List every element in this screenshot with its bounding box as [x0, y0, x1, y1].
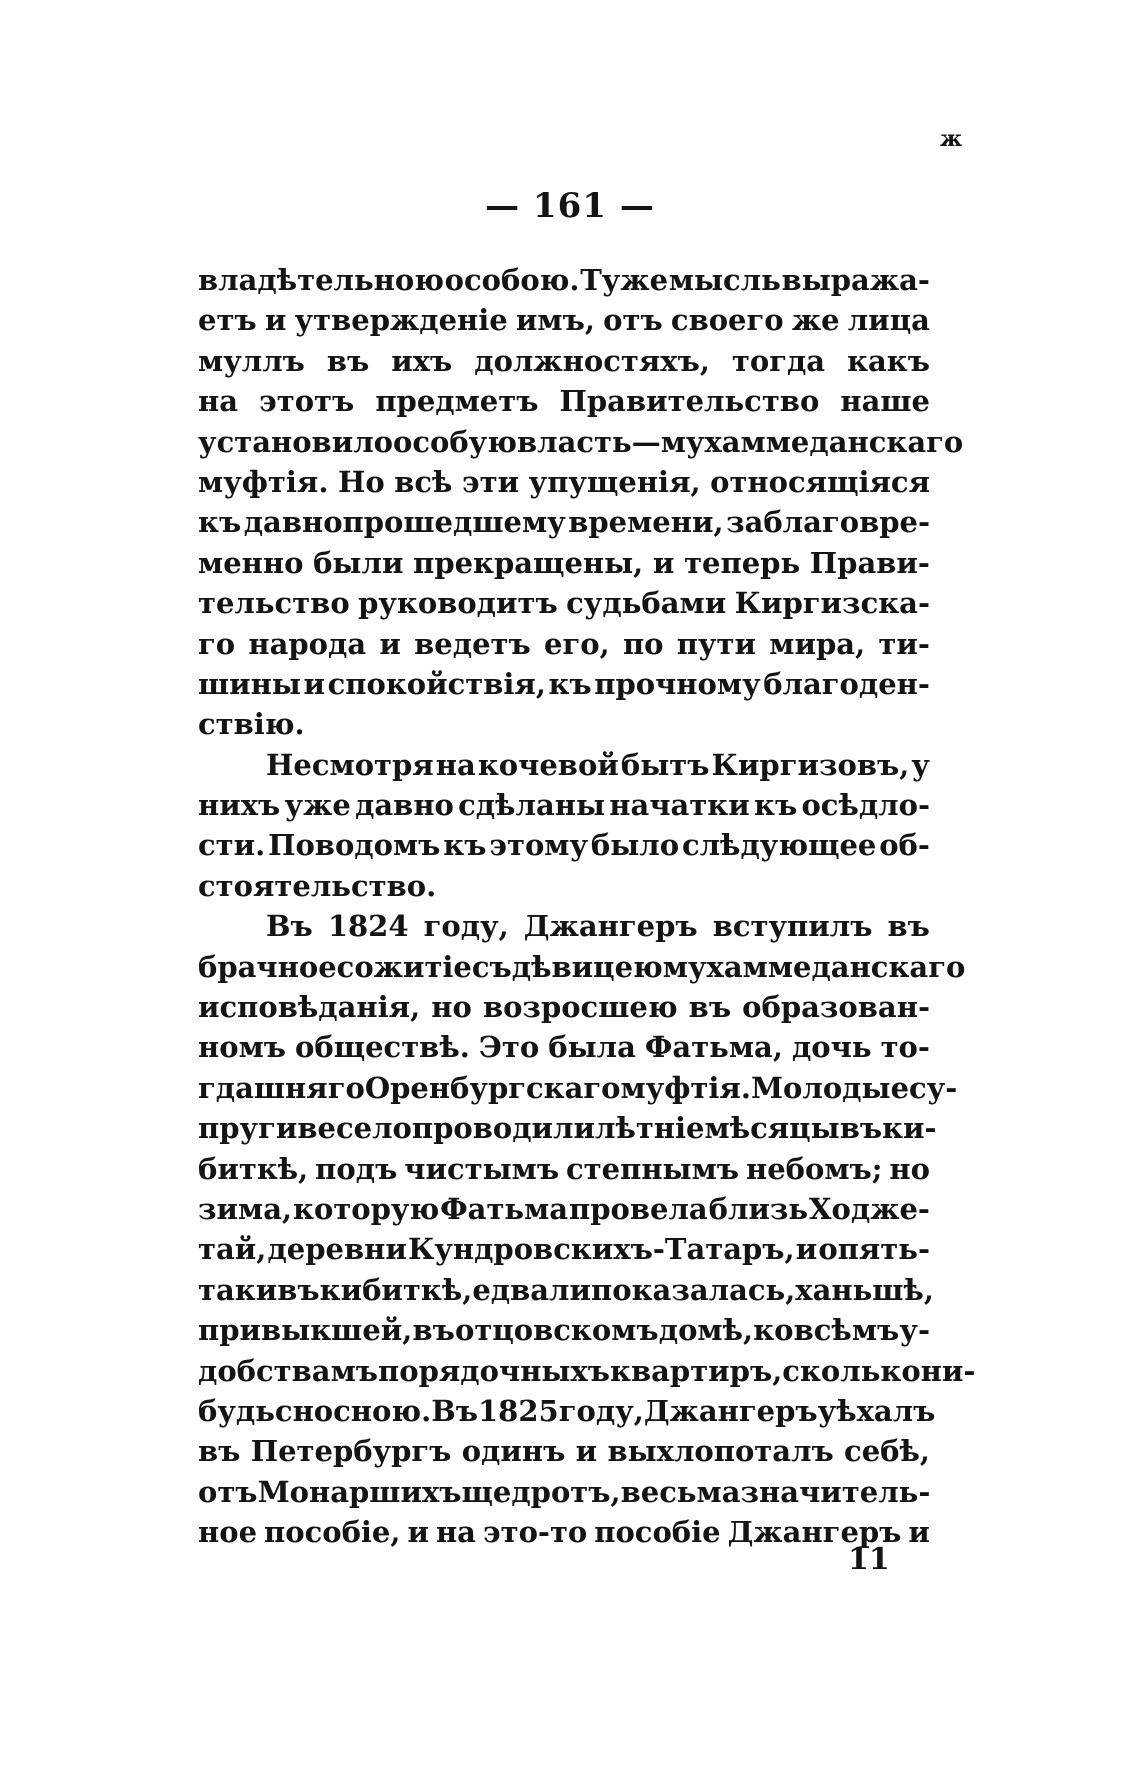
signature-mark: 11 — [848, 1542, 890, 1577]
text-line: ствію. — [198, 707, 305, 742]
text-line: отъ Монаршихъ щедротъ, весьма значитель- — [198, 1474, 931, 1509]
text-line: зима, которую Фатьма провела близь Ходже- — [198, 1191, 930, 1226]
text-line: биткѣ, подъ чистымъ степнымъ небомъ; но — [198, 1151, 930, 1186]
text-line: владѣтельною особою. Туже мысль выража- — [198, 263, 930, 297]
text-line: тельство руководитъ судьбами Киргизска- — [198, 586, 930, 621]
text-line: на этотъ предметъ Правительство наше — [198, 384, 930, 419]
text-line: етъ и утвержденіе имъ, отъ своего же лица — [198, 303, 930, 338]
text-line: муллъ въ ихъ должностяхъ, тогда какъ — [198, 343, 930, 378]
text-line: стоятельство. — [198, 868, 437, 903]
text-line: го народа и ведетъ его, по пути мира, ти- — [198, 626, 930, 661]
text-line: сти. Поводомъ къ этому было слѣдующее об- — [198, 828, 930, 863]
text-line: привыкшей, въ отцовскомъ домѣ, ко всѣмъ у- — [198, 1313, 930, 1348]
text-line: пруги весело проводили лѣтніе мѣсяцы въ ки- — [198, 1111, 937, 1146]
text-line: исповѣданія, но возросшею въ образован- — [198, 990, 930, 1025]
text-line: Несмотря на кочевой бытъ Киргизовъ, у — [266, 747, 930, 782]
text-line: номъ обществѣ. Это была Фатьма, дочь то- — [198, 1030, 930, 1065]
text-line: таки въ кибиткѣ, едвали показалась, ханьшѣ, — [198, 1272, 934, 1307]
text-line: тай, деревни Кундровскихъ-Татаръ, и опять- — [198, 1232, 930, 1267]
text-line: въ Петербургъ одинъ и выхлопоталъ себѣ, — [198, 1434, 930, 1469]
corner-mark: ж — [940, 126, 963, 152]
text-line: будь сносною. Въ 1825 году, Джангеръ уѣхалъ — [198, 1393, 936, 1428]
text-line: нихъ уже давно сдѣланы начатки къ осѣдло- — [198, 788, 930, 823]
text-line: Въ 1824 году, Джангеръ вступилъ въ — [266, 909, 930, 944]
text-line: гдашняго Оренбургскаго муфтія. Молодые су- — [198, 1070, 958, 1105]
text-line: добствамъ порядочныхъ квартиръ, сколько ни- — [198, 1353, 976, 1388]
text-line: шины и спокойствія, къ прочному благоден- — [198, 666, 930, 701]
text-line: ное пособіе, и на это-то пособіе Джангеръ и — [198, 1515, 930, 1550]
text-line: муфтія. Но всѣ эти упущенія, относящіяся — [198, 464, 930, 499]
text-line: установило особую власть — мухаммеданскаго — [198, 424, 964, 459]
page-number: — 161 — — [485, 186, 655, 226]
body-text — [198, 260, 976, 1553]
text-line: къ давнопрошедшему времени, заблаговре- — [198, 505, 930, 540]
text-line: менно были прекращены, и теперь Прави- — [198, 545, 930, 580]
text-line: брачное сожитіе съ дѣвицею мухаммеданскаго — [198, 949, 966, 984]
